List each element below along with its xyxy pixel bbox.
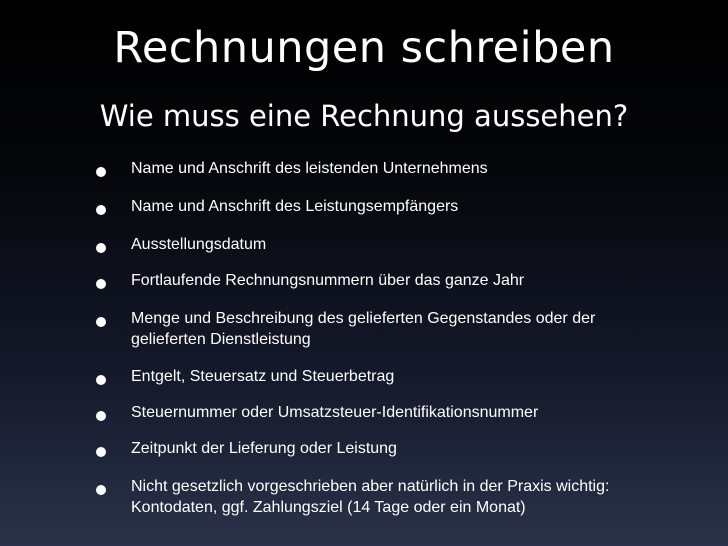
bullet-dot-icon <box>96 485 106 495</box>
bullet-dot-icon <box>96 167 106 177</box>
bullet-text: Name und Anschrift des Leistungsempfängers <box>131 198 459 215</box>
bullet-dot-icon <box>96 375 106 385</box>
bullet-text: Ausstellungsdatum <box>131 236 267 253</box>
bullet-dot-icon <box>96 205 106 215</box>
bullet-text: Name und Anschrift des leistenden Unternehmens <box>131 160 488 177</box>
bullet-dot-icon <box>96 447 106 457</box>
bullet-text: Nicht gesetzlich vorgeschrieben aber natürlich in der Praxis wichtig: Kontodaten, ggf. Zahlungsziel (14 Tage oder ein Monat) <box>131 478 610 516</box>
slide-subtitle: Wie muss eine Rechnung aussehen? <box>99 99 629 133</box>
bullet-dot-icon <box>96 279 106 289</box>
bullet-dot-icon <box>96 411 106 421</box>
bullet-dot-icon <box>96 317 106 327</box>
bullet-text: Zeitpunkt der Lieferung oder Leistung <box>131 440 397 457</box>
bullet-text: Menge und Beschreibung des gelieferten Gegenstandes oder der gelieferten Dienstleistung <box>131 310 596 348</box>
bullet-text: Entgelt, Steuersatz und Steuerbetrag <box>131 368 395 385</box>
bullet-text: Steuernummer oder Umsatzsteuer-Identifikationsnummer <box>131 404 539 421</box>
bullet-text: Fortlaufende Rechnungsnummern über das ganze Jahr <box>131 272 525 289</box>
bullet-dot-icon <box>96 243 106 253</box>
slide-title: Rechnungen schreiben <box>113 23 615 73</box>
